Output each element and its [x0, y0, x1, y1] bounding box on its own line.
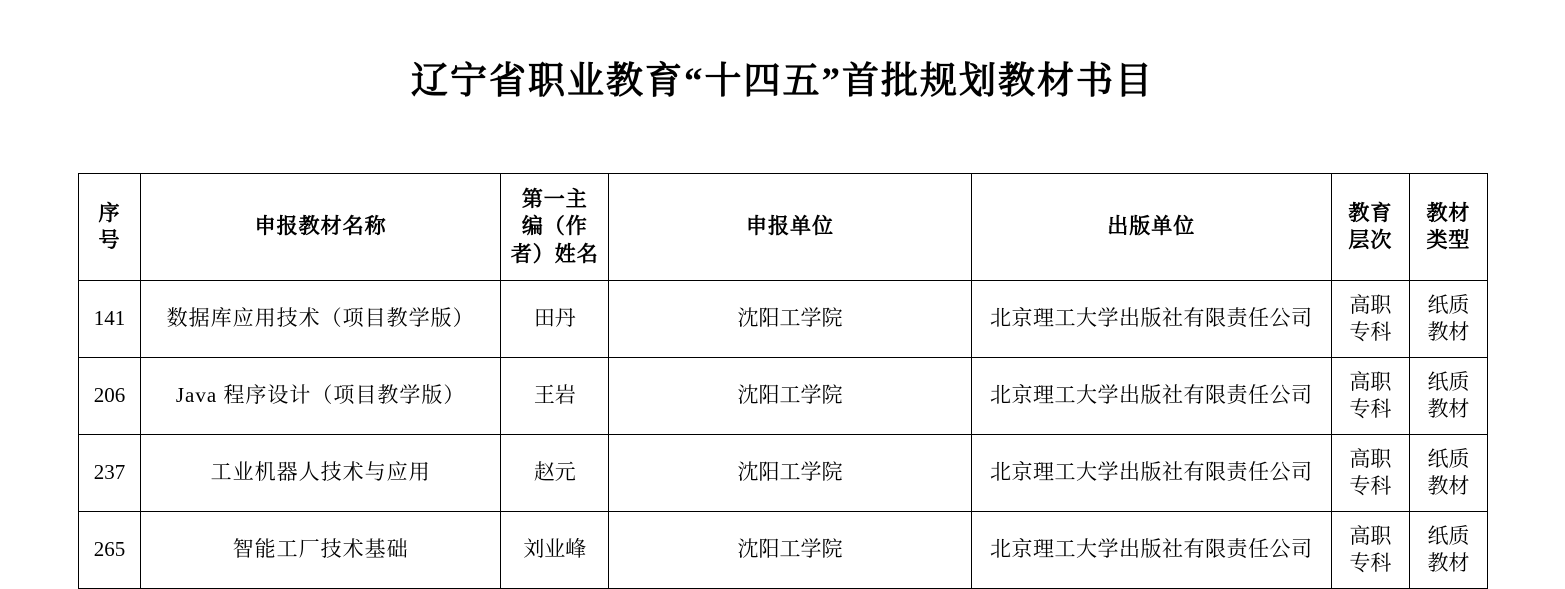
column-header-material-type-line2: 类型: [1426, 228, 1471, 252]
cell-material-type-line2: 教材: [1427, 320, 1470, 344]
book-list-table: [78, 173, 1488, 589]
cell-material-type-line2: 教材: [1427, 551, 1470, 575]
cell-education-level: [1331, 435, 1409, 512]
cell-apply-unit: 沈阳工学院: [609, 358, 971, 435]
cell-material-type: [1409, 358, 1487, 435]
cell-author: 田丹: [501, 281, 609, 358]
column-header-seq-line2: 号: [98, 228, 121, 252]
cell-press: 北京理工大学出版社有限责任公司: [971, 358, 1331, 435]
cell-apply-unit: 沈阳工学院: [609, 512, 971, 589]
cell-seq: 265: [79, 512, 141, 589]
table-row: [79, 358, 1488, 435]
column-header-name: 申报教材名称: [141, 174, 501, 281]
table-header: [79, 174, 1488, 281]
column-header-author-line3: 者）姓名: [510, 241, 599, 266]
cell-material-type-line1: 纸质: [1427, 369, 1470, 394]
cell-name: 工业机器人技术与应用: [141, 435, 501, 512]
cell-name: 数据库应用技术（项目教学版）: [141, 281, 501, 358]
cell-education-level-line2: 专科: [1349, 474, 1392, 498]
cell-education-level-line1: 高职: [1349, 446, 1392, 471]
table-row: [79, 435, 1488, 512]
cell-material-type: [1409, 435, 1487, 512]
cell-press: 北京理工大学出版社有限责任公司: [971, 281, 1331, 358]
cell-name: 智能工厂技术基础: [141, 512, 501, 589]
column-header-author: [501, 174, 609, 281]
book-list-table-container: [78, 173, 1488, 589]
cell-apply-unit: 沈阳工学院: [609, 281, 971, 358]
cell-author: 赵元: [501, 435, 609, 512]
cell-education-level-line1: 高职: [1349, 523, 1392, 548]
column-header-seq: [79, 174, 141, 281]
cell-name: Java 程序设计（项目教学版）: [141, 358, 501, 435]
column-header-author-line1: 第一主: [521, 187, 588, 212]
cell-education-level: [1331, 512, 1409, 589]
column-header-apply-unit: 申报单位: [609, 174, 971, 281]
column-header-education-level: [1331, 174, 1409, 281]
cell-seq: 237: [79, 435, 141, 512]
table-row: [79, 512, 1488, 589]
cell-education-level: [1331, 358, 1409, 435]
cell-education-level: [1331, 281, 1409, 358]
cell-material-type-line2: 教材: [1427, 397, 1470, 421]
cell-author: 王岩: [501, 358, 609, 435]
cell-material-type-line1: 纸质: [1427, 292, 1470, 317]
cell-education-level-line2: 专科: [1349, 397, 1392, 421]
cell-education-level-line2: 专科: [1349, 320, 1392, 344]
column-header-material-type-line1: 教材: [1426, 200, 1471, 225]
cell-seq: 206: [79, 358, 141, 435]
cell-press: 北京理工大学出版社有限责任公司: [971, 435, 1331, 512]
cell-material-type-line1: 纸质: [1427, 446, 1470, 471]
column-header-author-line2: 编（作: [521, 214, 588, 239]
table-header-row: [79, 174, 1488, 281]
cell-material-type: [1409, 281, 1487, 358]
table-row: [79, 281, 1488, 358]
column-header-press: 出版单位: [971, 174, 1331, 281]
cell-material-type-line1: 纸质: [1427, 523, 1470, 548]
cell-seq: 141: [79, 281, 141, 358]
column-header-education-level-line2: 层次: [1348, 228, 1393, 252]
cell-material-type: [1409, 512, 1487, 589]
table-body: [79, 281, 1488, 589]
cell-education-level-line1: 高职: [1349, 369, 1392, 394]
cell-education-level-line2: 专科: [1349, 551, 1392, 575]
cell-press: 北京理工大学出版社有限责任公司: [971, 512, 1331, 589]
column-header-material-type: [1409, 174, 1487, 281]
cell-education-level-line1: 高职: [1349, 292, 1392, 317]
page-title: 辽宁省职业教育“十四五”首批规划教材书目: [411, 61, 1154, 102]
cell-author: 刘业峰: [501, 512, 609, 589]
cell-material-type-line2: 教材: [1427, 474, 1470, 498]
column-header-education-level-line1: 教育: [1348, 200, 1393, 225]
column-header-seq-line1: 序: [98, 200, 121, 225]
cell-apply-unit: 沈阳工学院: [609, 435, 971, 512]
